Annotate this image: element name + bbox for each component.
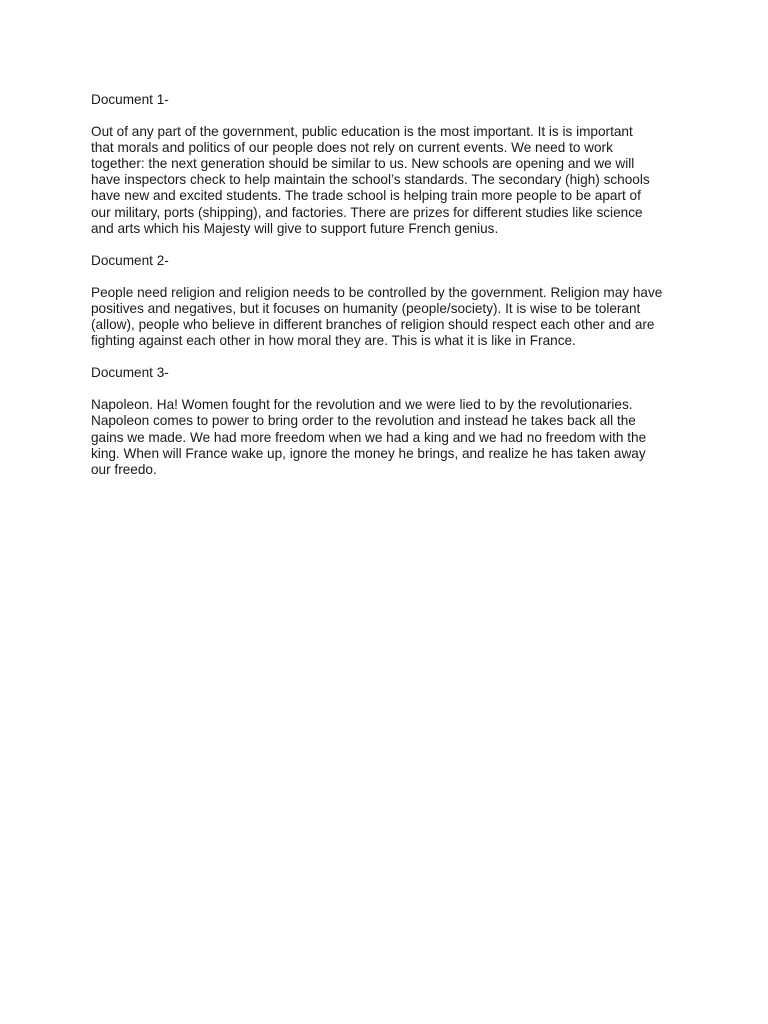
text-line: have new and excited students. The trade school is helping train more people to be apart of — [91, 188, 641, 204]
text-line: (allow), people who believe in different branches of religion should respect each other and are — [91, 317, 655, 333]
text-line: together: the next generation should be similar to us. New schools are opening and we will — [91, 156, 635, 172]
text-line: Napoleon comes to power to bring order to the revolution and instead he takes back all the — [91, 413, 636, 429]
text-line: positives and negatives, but it focuses on humanity (people/society). It is wise to be tolerant — [91, 300, 641, 316]
document-1 — [91, 92, 691, 253]
document-2 — [91, 253, 691, 365]
text-line: Out of any part of the government, public education is the most important. It is is important — [91, 124, 633, 140]
text-line: have inspectors check to help maintain the school’s standards. The secondary (high) schools — [91, 172, 650, 188]
document-3-heading: Document 3- — [91, 365, 169, 381]
document-3-body — [91, 397, 691, 477]
document-page — [91, 92, 691, 478]
text-line: our freedo. — [91, 461, 157, 477]
document-2-heading: Document 2- — [91, 252, 169, 268]
text-line: that morals and politics of our people does not rely on current events. We need to work — [91, 140, 613, 156]
document-3 — [91, 365, 691, 478]
text-line: king. When will France wake up, ignore the money he brings, and realize he has taken away — [91, 445, 646, 461]
document-1-body — [91, 124, 691, 237]
text-line: gains we made. We had more freedom when we had a king and we had no freedom with the — [91, 429, 647, 445]
document-2-body — [91, 285, 691, 349]
text-line: and arts which his Majesty will give to support future French genius. — [91, 220, 499, 236]
text-line: our military, ports (shipping), and factories. There are prizes for different studies like science — [91, 204, 643, 220]
text-line: Napoleon. Ha! Women fought for the revolution and we were lied to by the revolutionaries. — [91, 397, 633, 413]
document-1-heading: Document 1- — [91, 92, 169, 107]
text-line: People need religion and religion needs to be controlled by the government. Religion may have — [91, 284, 663, 300]
text-line: fighting against each other in how moral they are. This is what it is like in France. — [91, 333, 576, 349]
